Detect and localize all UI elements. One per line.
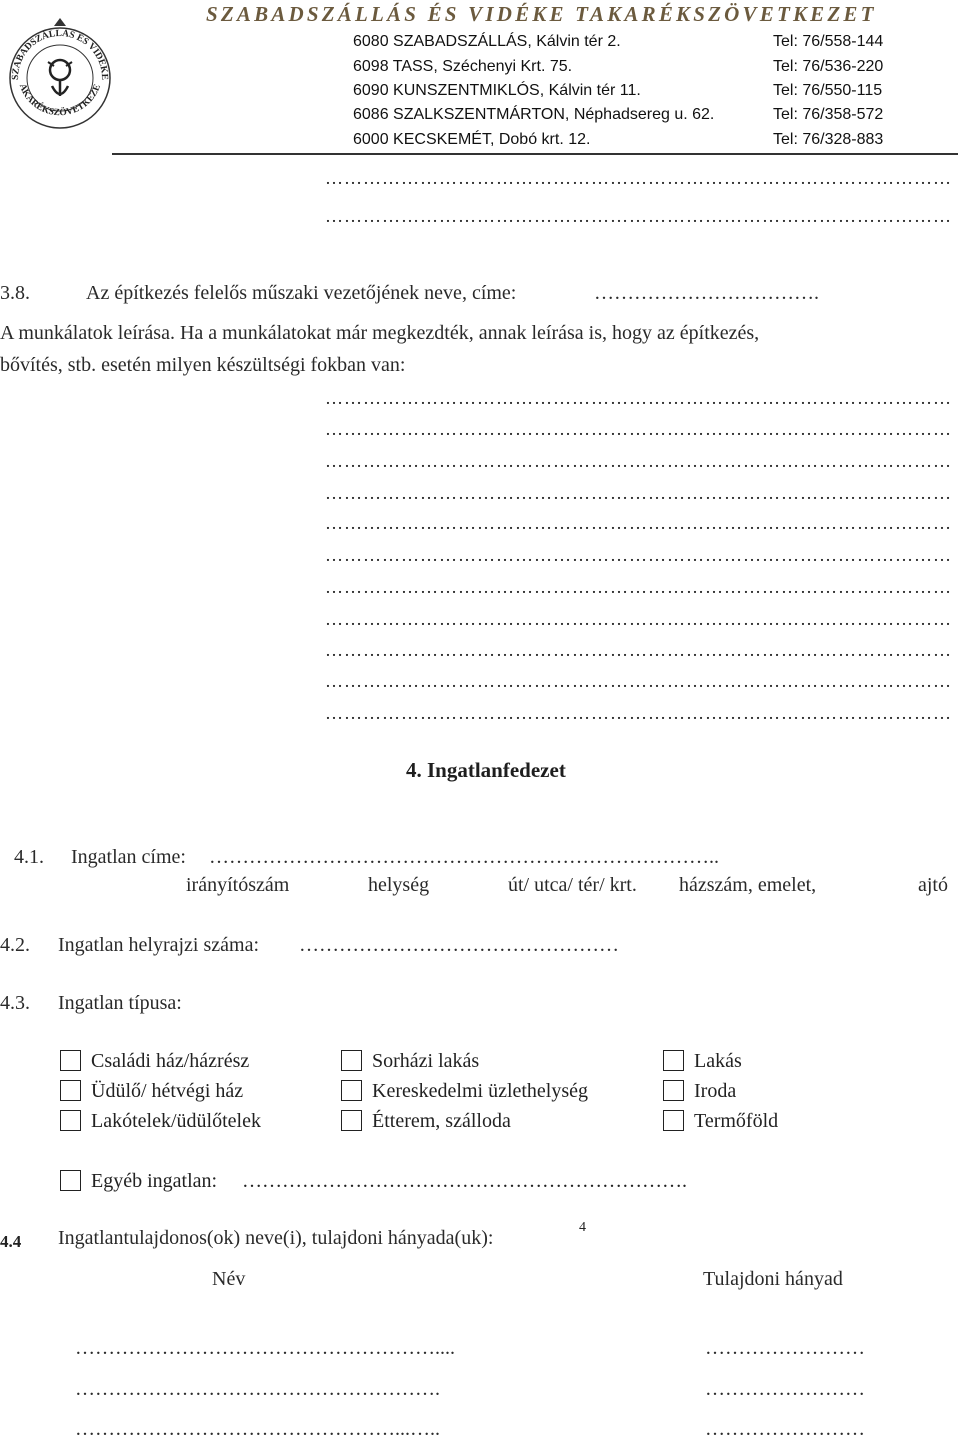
section-number: 4.4 [0, 1232, 22, 1251]
property-type-checkbox[interactable] [60, 1050, 81, 1071]
fill-in-line[interactable]: ……………………………. [594, 282, 819, 304]
fill-in-line[interactable]: ……………………………………………………………………………………… [325, 210, 952, 222]
section-title: 4. Ingatlanfedezet [406, 758, 566, 782]
fill-in-line[interactable]: ……………………………………………………………………………………… [325, 392, 952, 404]
fill-in-line[interactable]: ……………………………………………………………………………………… [325, 581, 952, 593]
fill-in-line[interactable]: ……………………………………………………………………………………… [325, 487, 952, 499]
question-label: Ingatlan helyrajzi száma: [58, 934, 260, 956]
owner-name-field[interactable]: …………………………………………...….. [75, 1418, 440, 1440]
footnote-marker: 4 [579, 1220, 586, 1235]
company-name: SZABADSZÁLLÁS ÉS VIDÉKE TAKARÉKSZÖVETKEZET [206, 2, 877, 26]
property-type-checkbox[interactable] [341, 1080, 362, 1101]
checkbox-label: Lakás [694, 1050, 742, 1072]
branch-phone: Tel: 76/358-572 [773, 106, 884, 123]
property-type-checkbox[interactable] [663, 1050, 684, 1071]
address-sublabel: út/ utca/ tér/ krt. [508, 874, 637, 896]
question-label: Ingatlan címe: [71, 846, 186, 868]
works-description-label: bővítés, stb. esetén milyen készültségi fokban van: [0, 354, 406, 376]
branch-phone: Tel: 76/558-144 [773, 33, 884, 50]
fill-in-line[interactable]: ……………………………………………………………………………………… [325, 172, 952, 184]
checkbox-label: Étterem, szálloda [372, 1110, 511, 1132]
fill-in-line[interactable]: …………………………………………………………. [242, 1170, 687, 1192]
checkbox-label: Kereskedelmi üzlethelység [372, 1080, 589, 1102]
cooperative-seal-logo [4, 6, 114, 136]
branch-address: 6090 KUNSZENTMIKLÓS, Kálvin tér 11. [353, 82, 641, 99]
address-sublabel: helység [368, 874, 430, 896]
property-type-checkbox[interactable] [663, 1110, 684, 1131]
question-label: Az építkezés felelős műszaki vezetőjének neve, címe: [86, 282, 517, 304]
fill-in-line[interactable]: ………………………………………… [299, 934, 619, 956]
section-number: 4.3. [0, 992, 30, 1014]
checkbox-label: Lakótelek/üdülőtelek [91, 1110, 261, 1132]
svg-text:SZABADSZÁLLÁS ÉS VIDÉKE [11, 27, 109, 80]
checkbox-label: Családi ház/házrész [91, 1050, 250, 1072]
header-divider [112, 153, 958, 155]
logo-ring-text-top: SZABADSZÁLLÁS ÉS VIDÉKE [10, 28, 110, 81]
fill-in-line[interactable]: ……………………………………………………………………………………… [325, 613, 952, 625]
branch-phone: Tel: 76/550-115 [773, 82, 883, 99]
fill-in-line[interactable]: ………………………………………………………………….. [209, 846, 719, 868]
section-number: 3.8. [0, 282, 30, 304]
fill-in-line[interactable]: ……………………………………………………………………………………… [325, 707, 952, 719]
column-header-name: Név [212, 1268, 246, 1290]
column-header-share: Tulajdoni hányad [703, 1268, 843, 1290]
checkbox-label: Üdülő/ hétvégi ház [91, 1080, 244, 1102]
property-type-checkbox[interactable] [341, 1110, 362, 1131]
branch-address: 6086 SZALKSZENTMÁRTON, Néphadsereg u. 62. [353, 106, 715, 123]
branch-phone: Tel: 76/536-220 [773, 58, 884, 75]
address-sublabel: házszám, emelet, [679, 874, 817, 896]
property-type-checkbox[interactable] [60, 1110, 81, 1131]
section-number: 4.2. [0, 934, 30, 956]
owner-name-field[interactable]: ………………………………………………. [75, 1378, 440, 1400]
checkbox-label: Egyéb ingatlan: [91, 1170, 218, 1192]
question-label: Ingatlantulajdonos(ok) neve(i), tulajdoni hányada(uk): [58, 1227, 494, 1249]
address-sublabel: ajtó [918, 874, 948, 896]
fill-in-line[interactable]: ……………………………………………………………………………………… [325, 549, 952, 561]
logo-ring-text-bottom: AKARÉKSZÖVETKEZE [16, 82, 103, 119]
fill-in-line[interactable]: ……………………………………………………………………………………… [325, 517, 952, 529]
property-type-checkbox[interactable] [663, 1080, 684, 1101]
checkbox-label: Sorházi lakás [372, 1050, 480, 1072]
question-label: Ingatlan típusa: [58, 992, 182, 1014]
owner-share-field[interactable]: …………………… [705, 1337, 865, 1359]
checkbox-label: Iroda [694, 1080, 737, 1102]
branch-phone: Tel: 76/328-883 [773, 131, 884, 148]
owner-share-field[interactable]: …………………… [705, 1378, 865, 1400]
fill-in-line[interactable]: ……………………………………………………………………………………… [325, 423, 952, 435]
other-property-checkbox[interactable] [60, 1170, 81, 1191]
section-number: 4.1. [14, 846, 44, 868]
checkbox-label: Termőföld [694, 1110, 779, 1132]
branch-address: 6080 SZABADSZÁLLÁS, Kálvin tér 2. [353, 33, 621, 50]
property-type-checkbox[interactable] [341, 1050, 362, 1071]
works-description-label: A munkálatok leírása. Ha a munkálatokat már megkezdték, annak leírása is, hogy az építkezés, [0, 322, 760, 344]
owner-share-field[interactable]: …………………… [705, 1418, 865, 1440]
fill-in-line[interactable]: ……………………………………………………………………………………… [325, 455, 952, 467]
property-type-checkbox[interactable] [60, 1080, 81, 1101]
address-sublabel: irányítószám [186, 874, 290, 896]
fill-in-line[interactable]: ……………………………………………………………………………………… [325, 675, 952, 687]
branch-address: 6000 KECSKEMÉT, Dobó krt. 12. [353, 131, 591, 148]
owner-name-field[interactable]: ……………………………………………….... [75, 1337, 455, 1359]
fill-in-line[interactable]: ……………………………………………………………………………………… [325, 644, 952, 656]
branch-address: 6098 TASS, Széchenyi Krt. 75. [353, 58, 573, 75]
